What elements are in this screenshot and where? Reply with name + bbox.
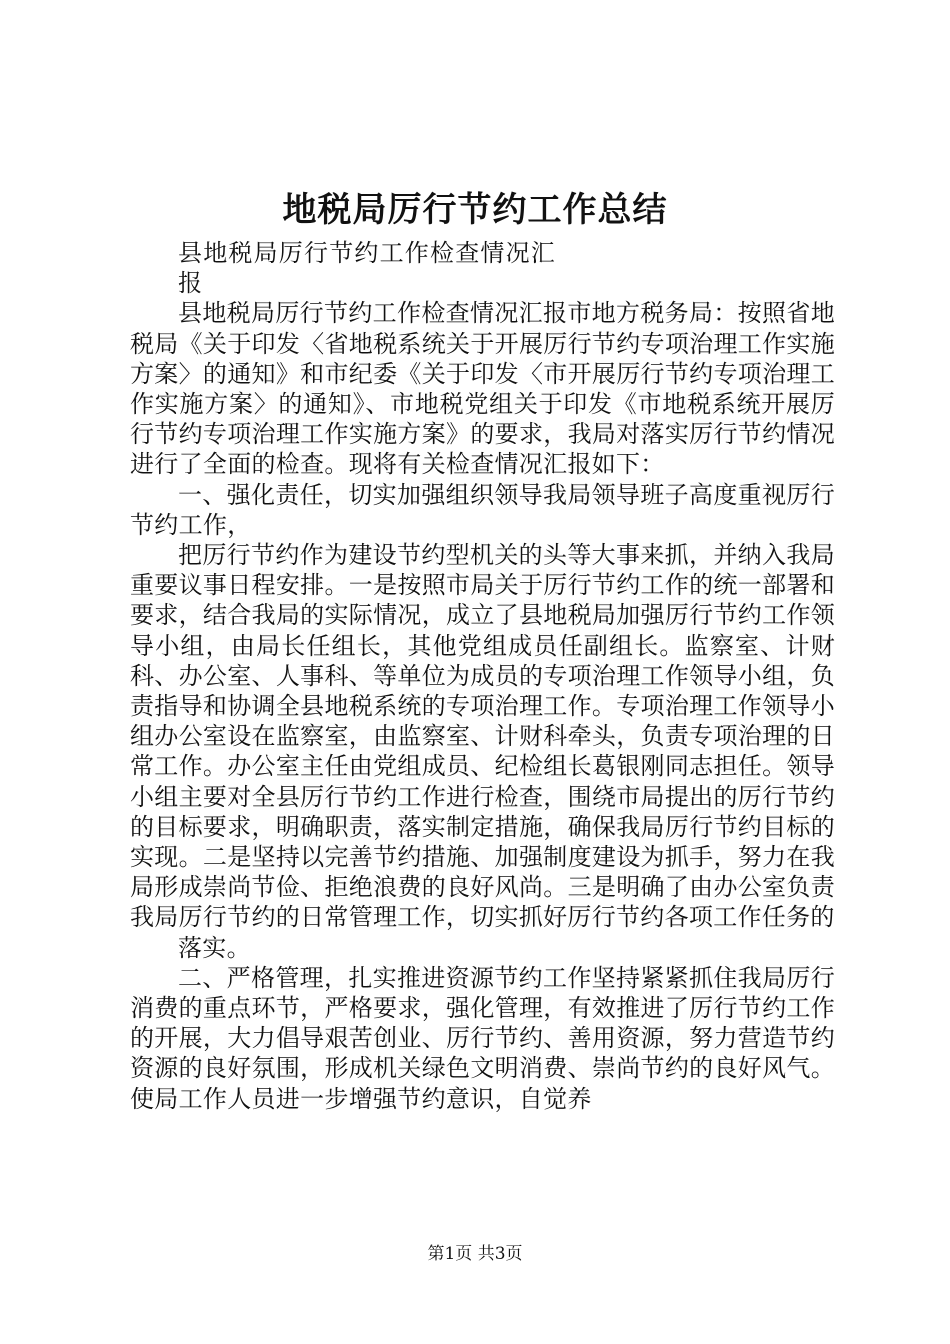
document-body [130, 238, 835, 1114]
document-subtitle: 县地税局厉行节约工作检查情况汇报 [178, 239, 556, 298]
document-title: 地税局厉行节约工作总结 [282, 190, 668, 230]
paragraph-intro: 县地税局厉行节约工作检查情况汇报市地方税务局：按照省地税局《关于印发〈省地税系统关于开展厉行节约专项治理工作实施方案〉的通知》和市纪委《关于印发〈市开展厉行节约专项治理工作实施方案〉的通知》、市地税党组关于印发《市地税系统开展厉行节约专项治理工作实施方案》的要求，我局对落实厉行节约情况进行了全面的检查。现将有关检查情况汇报如下： [130, 299, 835, 479]
paragraph-section-2: 二、严格管理，扎实推进资源节约工作坚持紧紧抓住我局厉行消费的重点环节，严格要求，强化管理，有效推进了厉行节约工作的开展，大力倡导艰苦创业、厉行节约、善用资源，努力营造节约资源的良好氛围，形成机关绿色文明消费、崇尚节约的良好风气。使局工作人员进一步增强节约意识，自觉养 [130, 963, 835, 1113]
paragraph-section-1-heading: 一、强化责任，切实加强组织领导我局领导班子高度重视厉行节约工作， [130, 480, 835, 539]
page-number-footer: 第1页 共3页 [427, 1244, 523, 1264]
paragraph-continuation: 落实。 [178, 933, 251, 962]
paragraph-section-1-body: 把厉行节约作为建设节约型机关的头等大事来抓，并纳入我局重要议事日程安排。一是按照市局关于厉行节约工作的统一部署和要求，结合我局的实际情况，成立了县地税局加强厉行节约工作领导小组，由局长任组长，其他党组成员任副组长。监察室、计财科、办公室、人事科、等单位为成员的专项治理工作领导小组，负责指导和协调全县地税系统的专项治理工作。专项治理工作领导小组办公室设在监察室，由监察室、计财科牵头，负责专项治理的日常工作。办公室主任由党组成员、纪检组长葛银刚同志担任。领导小组主要对全县厉行节约工作进行检查，围绕市局提出的厉行节约的目标要求，明确职责，落实制定措施，确保我局厉行节约目标的实现。二是坚持以完善节约措施、加强制度建设为抓手，努力在我局形成崇尚节俭、拒绝浪费的良好风尚。三是明确了由办公室负责我局厉行节约的日常管理工作，切实抓好厉行节约各项工作任务的 [130, 541, 835, 932]
